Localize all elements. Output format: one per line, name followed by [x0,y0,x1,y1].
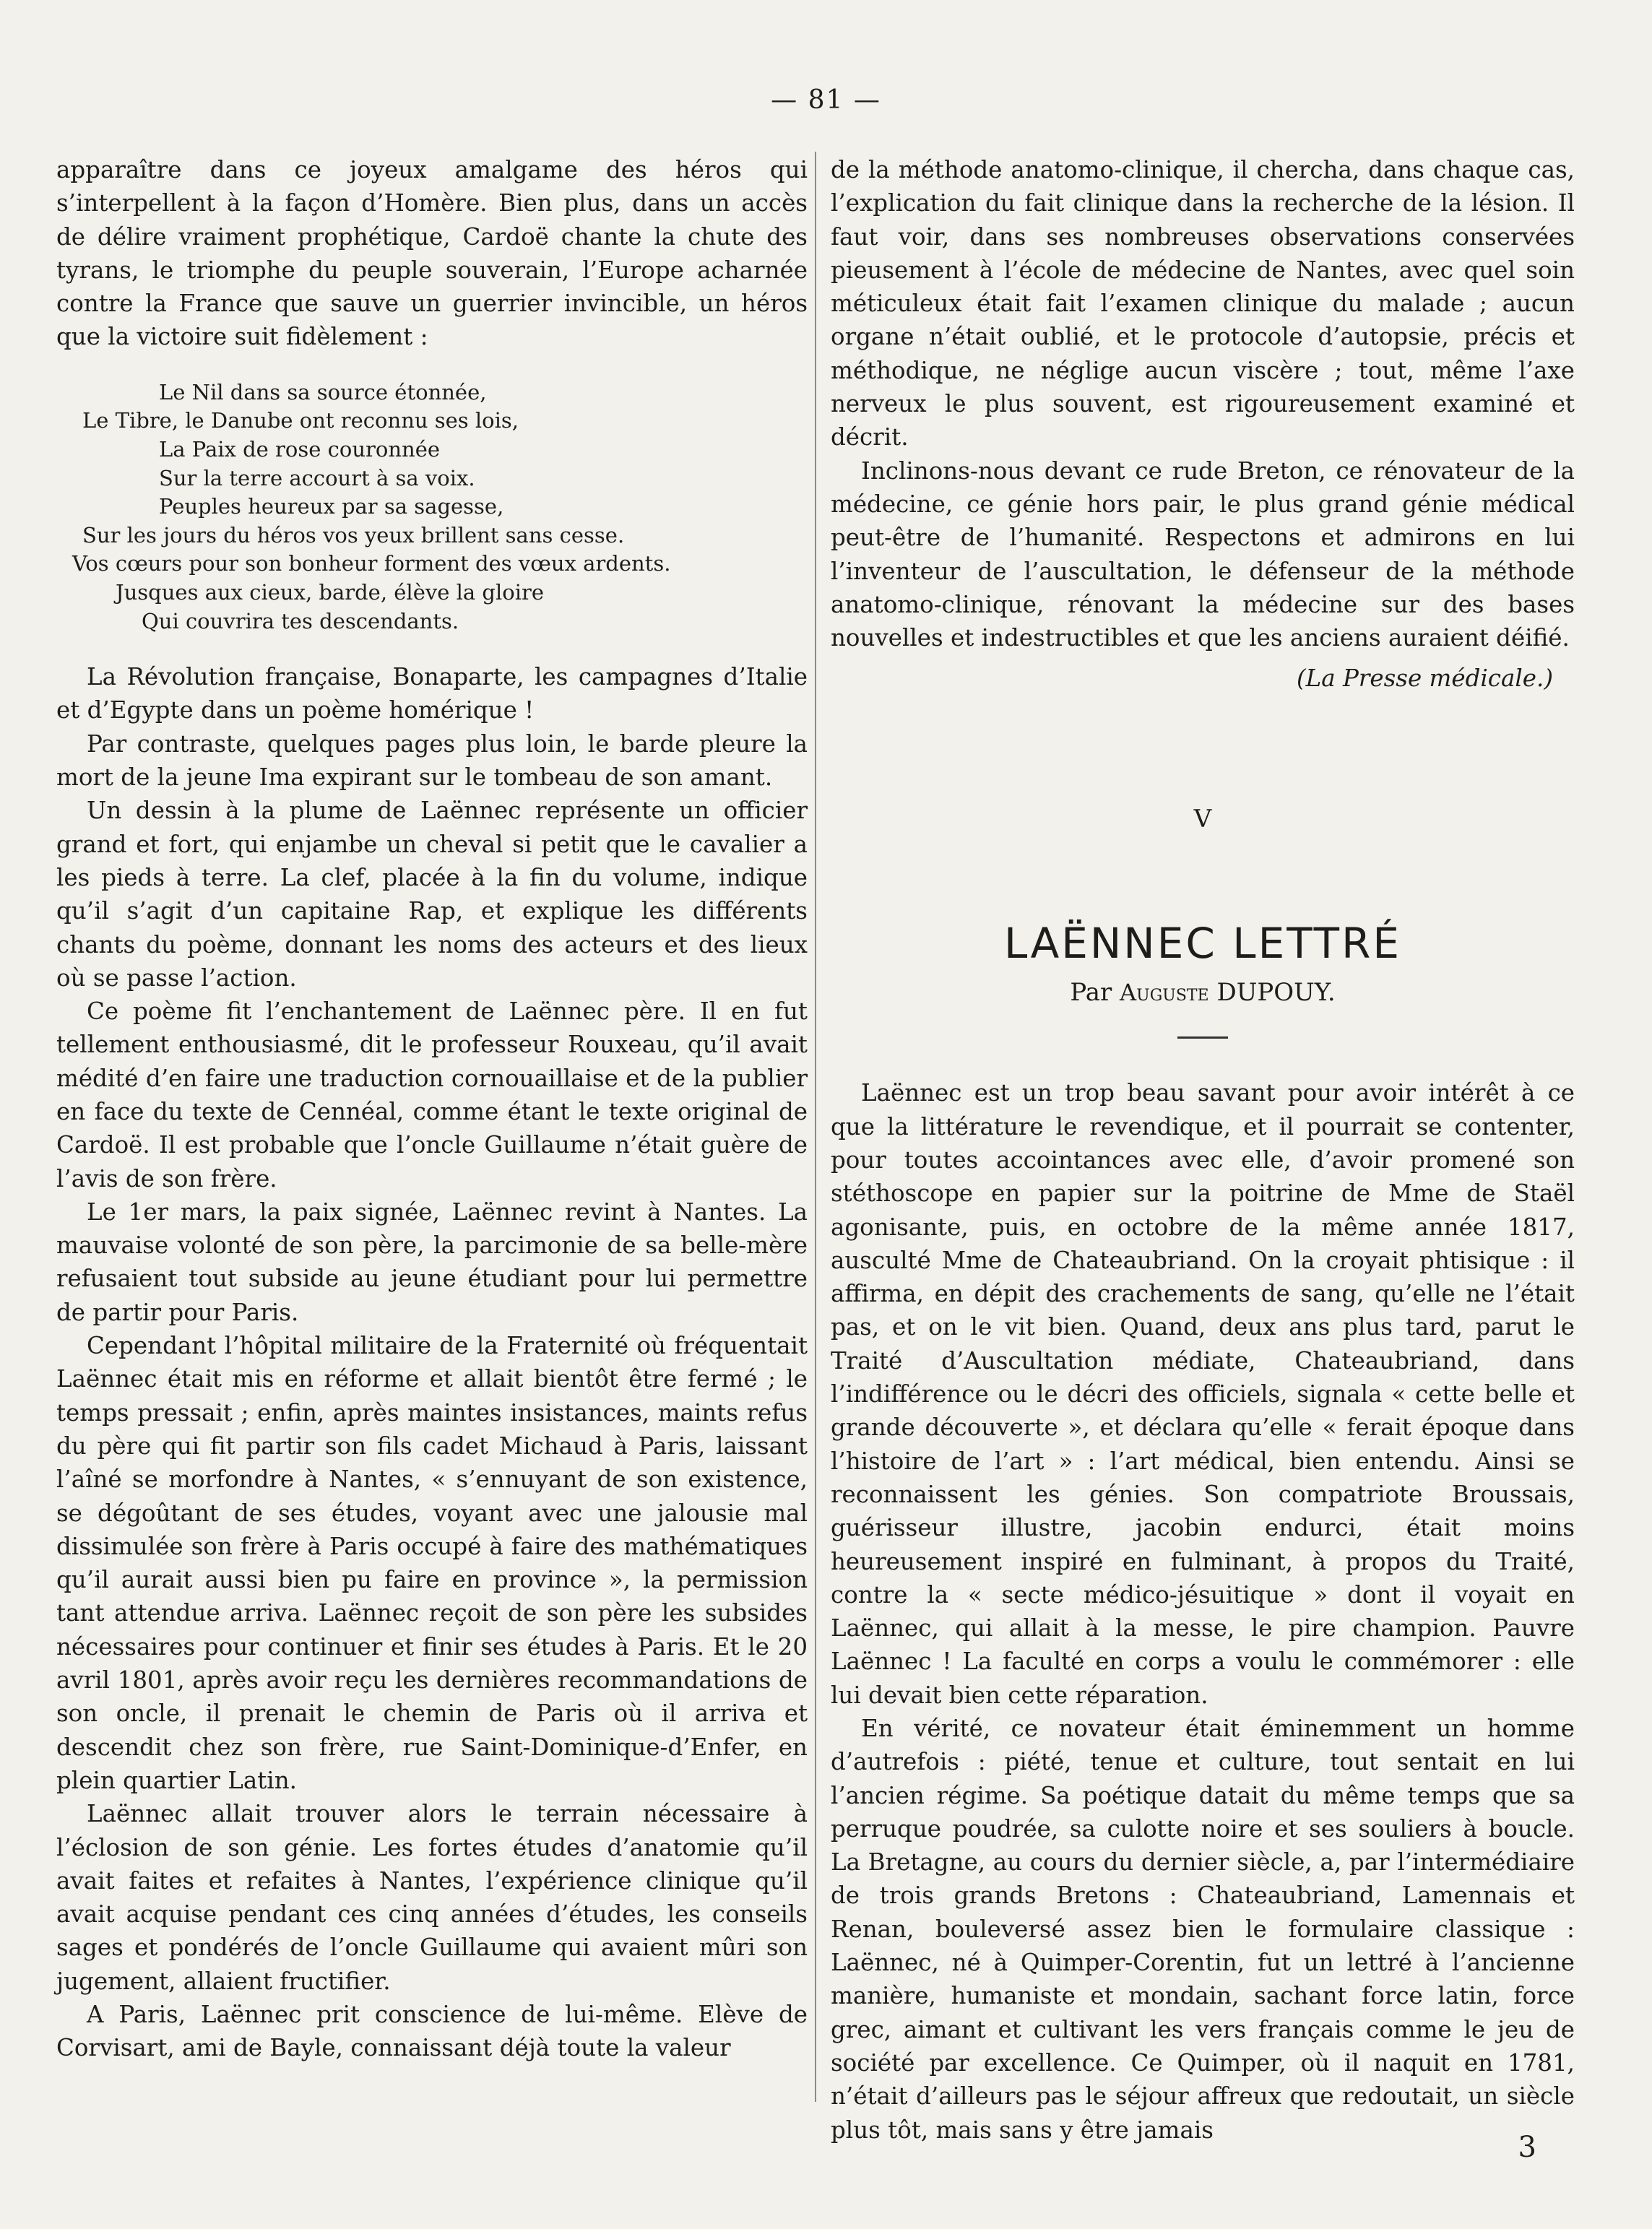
verse-line: Qui couvrira tes descendants. [142,608,459,633]
paragraph: Laënnec allait trouver alors le terrain nécessaire à l’éclosion de son génie. Les fortes études d’anatomie qu’il avait faites et refaites à Nantes, l’expérience clinique qu’il avait acquise pendant ces cinq années d’études, les conseils sages et pondérés de l’oncle Guillaume qui avaient mûri son jugement, allaient fructifier. [56,1800,808,1995]
paragraph: Inclinons-nous devant ce rude Breton, ce rénovateur de la médecine, ce génie hors pair, le plus grand génie médical peut-être de l’humanité. Respectons et admirons en lui l’inventeur de l’auscultation, le défenseur de la méthode anatomo-clinique, rénovant la médecine sur des bases nouvelles et indestructibles et que les anciens auraient déifié. [831,456,1575,652]
author-first-name: Auguste [1120,979,1209,1007]
signature-mark: 3 [1518,2131,1536,2164]
paragraph: A Paris, Laënnec prit conscience de lui-même. Elève de Corvisart, ami de Bayle, connaissant déjà toute la valeur [56,2001,808,2062]
paragraph: Cependant l’hôpital militaire de la Fraternité où fréquentait Laënnec était mis en réforme et allait bientôt être fermé ; le temps pressait ; enfin, après maintes insistances, maints refus du père qui fit partir son fils cadet Michaud à Paris, laissant l’aîné se morfondre à Nantes, « s’ennuyant de son existence, se dégoûtant de ses études, voyant avec une jalousie mal dissimulée son frère à Paris occupé à faire des mathématiques qu’il aurait aussi bien pu faire en province », la permission tant attendue arriva. Laënnec reçoit de son père les subsides nécessaires pour continuer et finir ses études à Paris. Et le 20 avril 1801, après avoir reçu les dernières recommandations de son oncle, il prenait le chemin de Paris où il arriva et descendit chez son frère, rue Saint-Dominique-d’Enfer, en plein quartier Latin. [56,1332,808,1794]
paragraph: Ce poème fit l’enchantement de Laënnec père. Il en fut tellement enthousiasmé, dit le professeur Rouxeau, qu’il avait médité d’en faire une traduction cornouaillaise et de la publier en face du texte de Cennéal, comme étant le texte original de Cardoë. Il est probable que l’oncle Guillaume n’était guère de l’avis de son frère. [56,997,808,1193]
section-title: LAËNNEC LETTRÉ [1003,919,1402,969]
byline [831,976,1575,1009]
source-citation: (La Presse médicale.) [1297,665,1553,693]
verse-line: Peuples heureux par sa sagesse, [159,494,504,519]
verse-line: Vos cœurs pour son bonheur forment des vœux ardents. [72,551,671,576]
verse-line: La Paix de rose couronnée [159,436,441,462]
paragraph: Par contraste, quelques pages plus loin, le barde pleure la mort de la jeune Ima expirant sur le tombeau de son amant. [56,730,808,792]
verse-line: Le Nil dans sa source étonnée, [159,379,487,404]
column-divider [815,152,816,2102]
paragraph: Le 1er mars, la paix signée, Laënnec revint à Nantes. La mauvaise volonté de son père, la parcimonie de sa belle-mère refusaient tout subside au jeune étudiant pour lui permettre de partir pour Paris. [56,1198,808,1326]
paragraph: de la méthode anatomo-clinique, il chercha, dans chaque cas, l’explication du fait clinique dans la recherche de la lésion. Il faut voir, dans ses nombreuses observations conservées pieusement à l’école de médecine de Nantes, avec quel soin méticuleux était fait l’examen clinique du malade ; aucun organe n’était oublié, et le protocole d’autopsie, précis et méthodique, ne néglige aucun viscère ; tout, même l’axe nerveux le plus souvent, est rigoureusement examiné et décrit. [831,156,1575,451]
section-number: V [1193,804,1212,834]
paragraph: Laënnec est un trop beau savant pour avoir intérêt à ce que la littérature le revendique, et il pourrait se contenter, pour toutes accointances avec elle, d’avoir promené son stéthoscope en papier sur la poitrine de Mme de Staël agonisante, puis, en octobre de la même année 1817, ausculté Mme de Chateaubriand. On la croyait phtisique : il affirma, en dépit des crachements de sang, qu’elle ne l’était pas, et on le vit bien. Quand, deux ans plus tard, parut le Traité d’Auscultation médiate, Chateaubriand, dans l’indifférence ou le décri des officiels, signala « cette belle et grande découverte », et déclara qu’elle « ferait époque dans l’histoire de l’art » : l’art médical, bien entendu. Ainsi se reconnaissent les génies. Son compatriote Broussais, guérisseur illustre, jacobin endurci, était moins heureusement inspiré en fulminant, à propos du Traité, contre la « secte médico-jésuitique » dont il voyait en Laënnec, qui allait à la messe, le pire champion. Pauvre Laënnec ! La faculté en corps a voulu le commémorer : elle lui devait bien cette réparation. [831,1079,1575,1709]
verse-line: Sur les jours du héros vos yeux brillent sans cesse. [82,522,625,547]
paragraph: Un dessin à la plume de Laënnec représente un officier grand et fort, qui enjambe un cheval si petit que le cavalier a les pieds à terre. La clef, placée à la fin du volume, indique qu’il s’agit d’un capitaine Rap, et explique les différents chants du poème, donnant les noms des acteurs et des lieux où se passe l’action. [56,797,808,992]
paragraph: La Révolution française, Bonaparte, les campagnes d’Italie et d’Egypte dans un poème homérique ! [56,663,808,724]
poem-verse [56,378,808,636]
paragraph: En vérité, ce novateur était éminemment un homme d’autrefois : piété, tenue et culture, tout sentait en lui l’ancien régime. Sa poétique datait du même temps que sa perruque poudrée, sa culotte noire et ses souliers à boucle. La Bretagne, au cours du dernier siècle, a, par l’intermédiaire de trois grands Bretons : Chateaubriand, Lamennais et Renan, bouleversé assez bien le formulaire classique : Laënnec, né à Quimper-Corentin, fut un lettré à l’ancienne manière, humaniste et mondain, sachant force latin, force grec, aimant et cultivant les vers français comme le jeu de société par excellence. Ce Quimper, où il naquit en 1781, n’était d’ailleurs pas le séjour affreux que redoutait, un siècle plus tôt, mais sans y être jamais [831,1714,1575,2144]
verse-line: Le Tibre, le Danube ont reconnu ses lois, [82,408,519,433]
verse-line: Sur la terre accourt à sa voix. [159,465,475,490]
page-number: — 81 — [771,85,881,115]
verse-line: Jusques aux cieux, barde, élève la gloire [116,579,544,605]
left-column [56,153,808,2065]
paragraph: apparaître dans ce joyeux amalgame des héros qui s’interpellent à la façon d’Homère. Bien plus, dans un accès de délire vraiment prophétique, Cardoë chante la chute des tyrans, le triomphe du peuple souverain, l’Europe acharnée contre la France que sauve un guerrier invincible, un héros que la victoire suit fidèlement : [56,156,808,351]
byline-prefix: Par [1070,978,1112,1008]
author-last-name: DUPOUY. [1216,978,1336,1008]
title-rule [1177,1036,1228,1039]
right-column [831,153,1575,2147]
